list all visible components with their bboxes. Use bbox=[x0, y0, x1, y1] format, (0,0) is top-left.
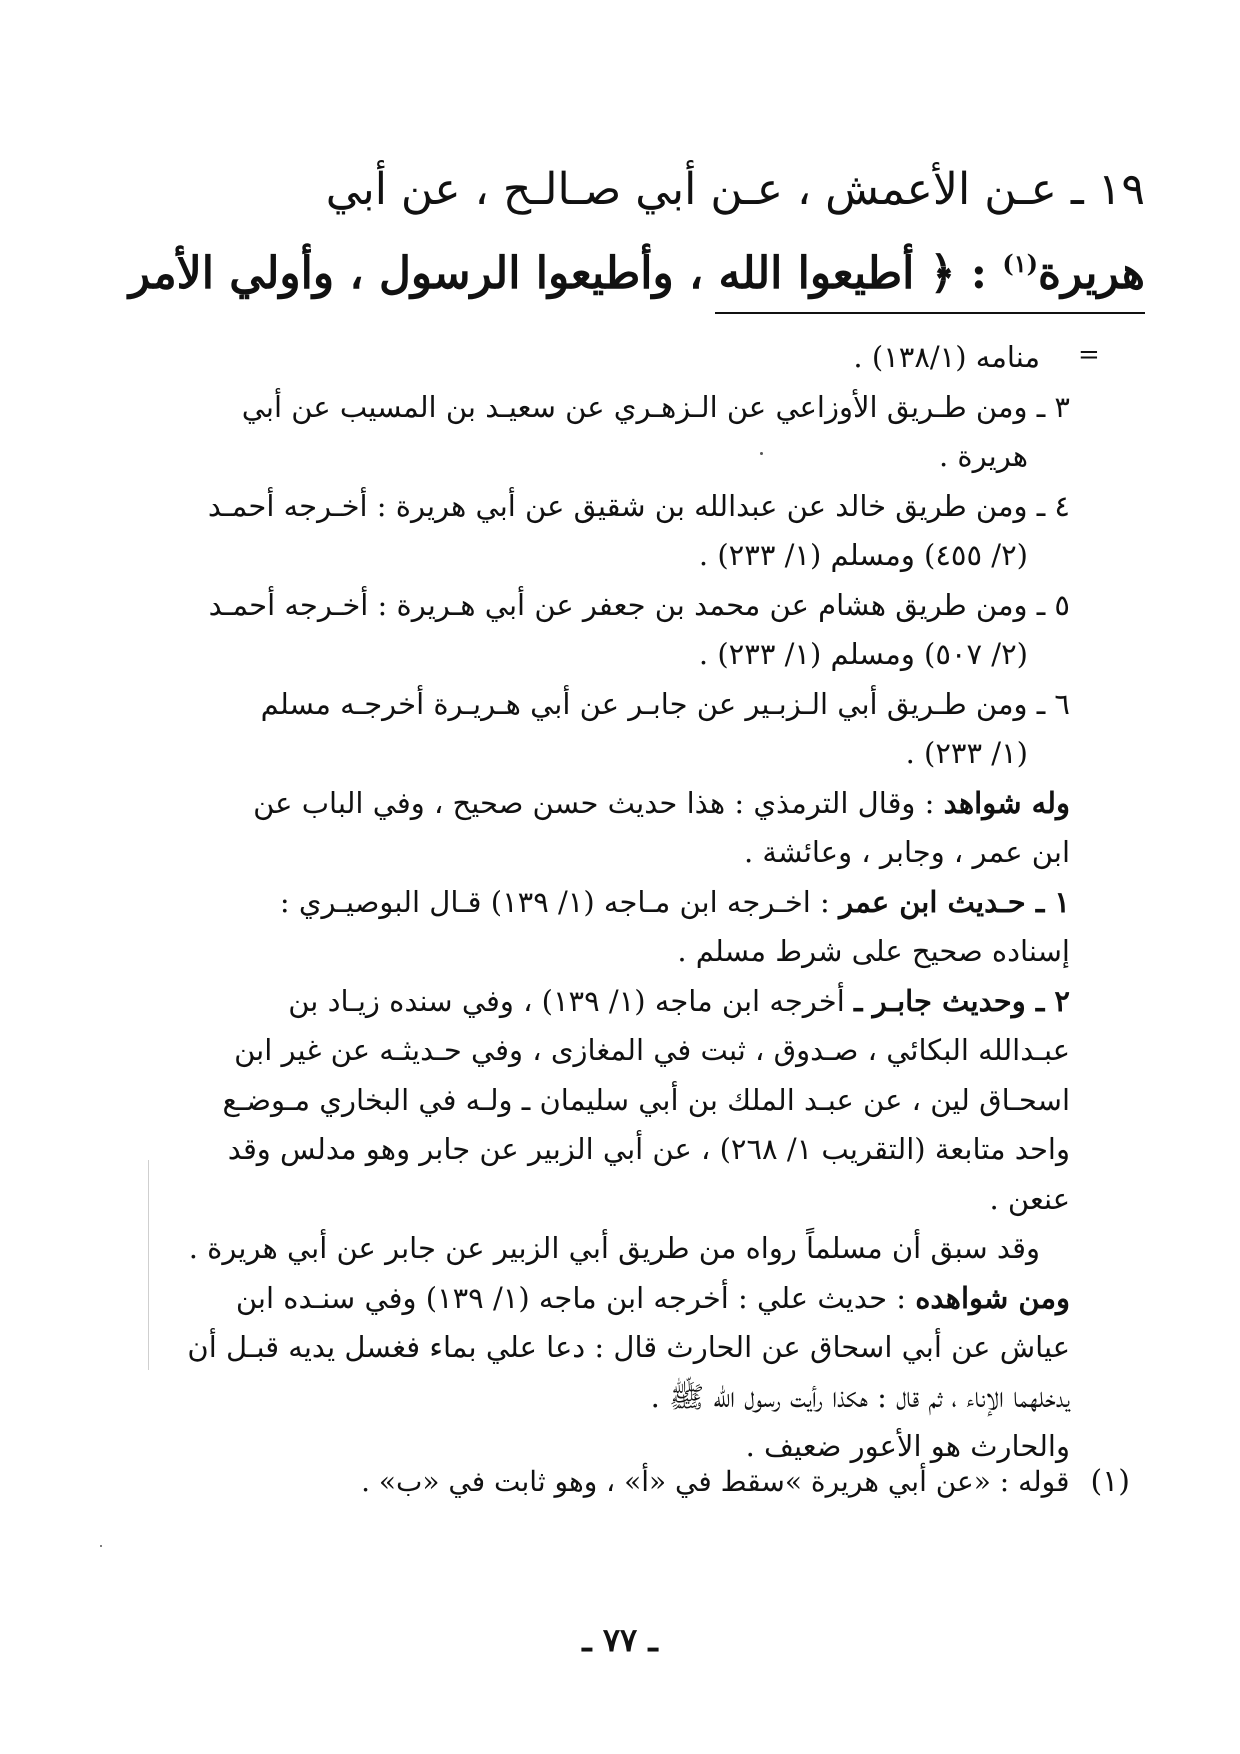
note-line: وقد سبق أن مسلماً رواه من طريق أبي الزبير عن جابر عن أبي هريرة . bbox=[188, 1231, 1040, 1265]
scan-speck bbox=[760, 452, 763, 455]
heading-word-hurayra: هريرة bbox=[1037, 248, 1145, 299]
note-line: والحارث هو الأعور ضعيف . bbox=[745, 1429, 1070, 1463]
note-line: عنعن . bbox=[989, 1181, 1070, 1216]
footnote-reference[interactable]: (١) bbox=[1002, 249, 1038, 278]
note-line: عبـدالله البكائي ، صـدوق ، ثبت في المغازى ، وفي حـديثـه عن غير ابن bbox=[234, 1033, 1070, 1067]
note-line: اسحـاق لين ، عن عبـد الملك بن أبي سليمان ـ ولـه في البخاري مـوضـع bbox=[222, 1082, 1070, 1117]
note-line: ٣ ـ ومن طـريق الأوزاعي عن الـزهـري عن سعيـد بن المسيب عن أبي bbox=[241, 389, 1070, 424]
note-line: ابن عمر ، وجابر ، وعائشة . bbox=[744, 835, 1070, 869]
note-line: يدخلهما الإناء ، ثم قال : هكذا رأيت رسول الله ﷺ . bbox=[650, 1379, 1070, 1414]
heading-line-1: ١٩ ـ عـن الأعمش ، عـن أبي صـالـح ، عن أبي bbox=[325, 164, 1145, 215]
footnote bbox=[200, 1462, 1130, 1502]
hadith-heading bbox=[128, 148, 1145, 316]
note-line: منامه (١٣٨/١) . bbox=[853, 340, 1040, 374]
footnote-text: قوله : «عن أبي هريرة »سقط في «أ» ، وهو ثابت في «ب» . bbox=[361, 1465, 1070, 1498]
note-heading-bold: ومن شواهده bbox=[915, 1280, 1070, 1315]
heading-line-2 bbox=[128, 232, 1145, 316]
note-line: واحد متابعة (التقريب ١/ ٢٦٨) ، عن أبي الزبير عن جابر وهو مدلس وقد bbox=[227, 1132, 1070, 1166]
continuation-mark: = bbox=[1078, 340, 1100, 370]
takhrij-notes bbox=[187, 333, 1070, 1472]
note-line: إسناده صحيح على شرط مسلم . bbox=[677, 934, 1070, 968]
note-heading-bold: ١ ـ حـديث ابن عمر bbox=[839, 884, 1070, 919]
scan-speck bbox=[100, 1545, 102, 1547]
footnote-separator-rule bbox=[715, 312, 1145, 314]
note-line: (٢/ ٤٥٥) ومسلم (١/ ٢٣٣) . bbox=[698, 538, 1028, 572]
footnote-number: (١) bbox=[1090, 1464, 1130, 1499]
quran-verse-text: : ﴿ أطيعوا الله ، وأطيعوا الرسول ، وأولي الأمر bbox=[128, 248, 1003, 299]
note-heading-bold: ٢ ـ وحديث جابـر ـ bbox=[854, 983, 1070, 1018]
scan-edge-mark bbox=[148, 1160, 149, 1370]
note-line: وله شواهد : وقال الترمذي : هذا حديث حسن صحيح ، وفي الباب عن bbox=[253, 785, 1070, 820]
note-line: ومن شواهده : حديث علي : أخرجه ابن ماجه (١/ ١٣٩) وفي سنـده ابن bbox=[235, 1280, 1070, 1315]
note-line: هريرة . bbox=[939, 439, 1028, 473]
note-line: ٢ ـ وحديث جابـر ـ أخرجه ابن ماجه (١/ ١٣٩) ، وفي سنده زيـاد بن bbox=[288, 983, 1070, 1018]
note-line: (١/ ٢٣٣) . bbox=[905, 736, 1028, 770]
note-line: ٥ ـ ومن طريق هشام عن محمد بن جعفر عن أبي هـريرة : أخـرجه أحمـد bbox=[208, 587, 1070, 622]
note-line: ٤ ـ ومن طريق خالد عن عبدالله بن شقيق عن أبي هريرة : أخـرجه أحمـد bbox=[207, 488, 1070, 523]
page-number: ـ ٧٧ ـ bbox=[582, 1621, 658, 1659]
note-line: ٦ ـ ومن طـريق أبي الـزبـير عن جابـر عن أبي هـريـرة أخرجـه مسلم bbox=[260, 686, 1070, 721]
note-heading-bold: وله شواهد bbox=[943, 785, 1070, 820]
note-line: عياش عن أبي اسحاق عن الحارث قال : دعا علي بماء فغسل يديه قبـل أن bbox=[187, 1330, 1070, 1364]
note-line: (٢/ ٥٠٧) ومسلم (١/ ٢٣٣) . bbox=[698, 637, 1028, 671]
note-line: ١ ـ حـديث ابن عمر : اخـرجه ابن مـاجه (١/ ١٣٩) قـال البوصيـري : bbox=[279, 884, 1070, 919]
